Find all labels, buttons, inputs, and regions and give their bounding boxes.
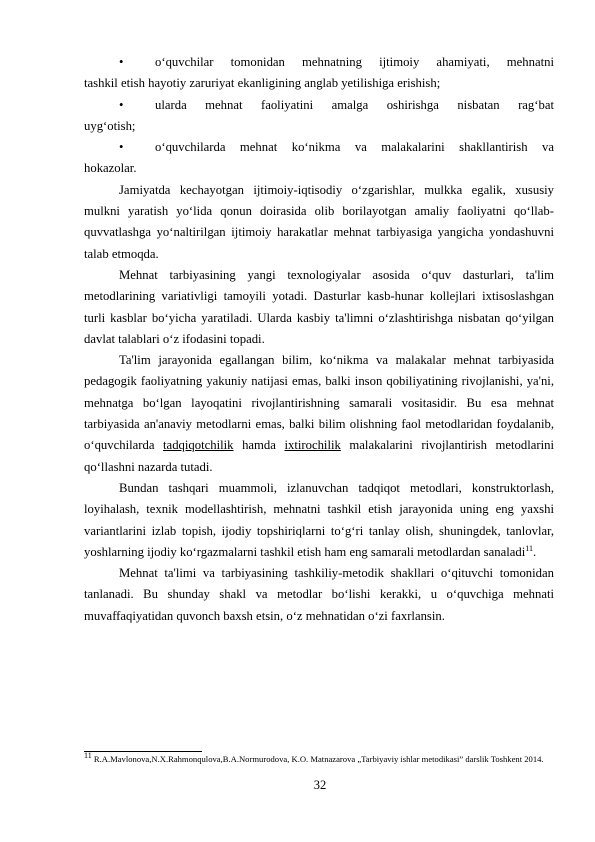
paragraph-text: Bundan tashqari muammoli, izlanuvchan tadqiqot metodlari, konstruktorlash, loyihalash, texnik modellashtirish, mehnatni tashkil etish jarayonida uning eng yaxshi variantlarini izlab topish, ijodiy topshiriqlarni to‘g‘ri tanlay olish, shuningdek, tanlovlar, yoshlarning ijodiy ko‘rgazmalarni tashkil etish ham eng samarali metodlardan sanaladi: [84, 480, 554, 559]
list-item: [84, 95, 554, 138]
paragraph-text: Ta'lim jarayonida egallangan bilim, ko‘nikma va malakalar mehnat tarbiyasida pedagogik faoliyatning yakuniy natijasi emas, balki inson qobiliyatining rivojlanishi, ya'ni, mehnatga bo‘lgan layoqatini rivojlantirishning samarali vositasidir. Bu esa mehnat tarbiyasida an'anaviy metodlarni emas, balki bilim olishning faol metodlaridan foydalanib, o‘quvchilarda: [84, 353, 554, 453]
body-text: [84, 52, 554, 627]
page-number: 32: [313, 778, 327, 792]
list-item: [84, 52, 554, 95]
footnote-text: R.A.Mavlonova,N.X.Rahmonqulova,B.A.Normurodova, K.O. Matnazarova „Tarbiyaviy ishlar metodikasi” darslik Toshkent 2014.: [91, 754, 544, 764]
footnote-divider: [84, 751, 202, 752]
paragraph-text: malakalarini rivojlantirish metodlarini qo‘llashni nazarda tutadi.: [84, 438, 554, 474]
paragraph-text: .: [532, 544, 537, 559]
footnote: [84, 751, 554, 765]
list-item-first-line: o‘quvchilarda mehnat ko‘nikma va malakalarini shakllantirish va: [155, 140, 554, 155]
paragraph-text: hamda: [233, 438, 285, 453]
paragraph: [84, 478, 554, 563]
underlined-term: tadqiqotchilik: [163, 438, 234, 453]
paragraph: Jamiyatda kechayotgan ijtimoiy-iqtisodiy o‘zgarishlar, mulkka egalik, xususiy mulkni yaratish yo‘lida qonun doirasida olib borilayotgan amaliy faoliyatni qo‘llab-quvvatlashga yo‘naltirilgan ijtimoiy harakatlar mehnat tarbiyasiga yangicha yondashuvni talab etmoqda.: [84, 182, 554, 261]
list-item-continuation: hokazolar.: [84, 161, 137, 176]
underlined-term: ixtirochilik: [284, 438, 341, 453]
list-item: [84, 137, 554, 180]
paragraph: Mehnat ta'limi va tarbiyasining tashkiliy-metodik shakllari o‘qituvchi tomonidan tanlanadi. Bu shunday shakl va metodlar bo‘lishi kerakki, u o‘quvchiga mehnati muvaffaqiyatidan quvonch baxsh etsin, o‘z mehnatidan o‘zi faxrlansin.: [84, 566, 554, 623]
footnote-mark: 11: [84, 751, 92, 761]
paragraph: Mehnat tarbiyasining yangi texnologiyalar asosida o‘quv dasturlari, ta'lim metodlarining variativligi tamoyili yotadi. Dasturlar kasb-hunar kollejlari ixtisoslashgan turli kasblar bo‘yicha yaratiladi. Ularda kasbiy ta'limni o‘zlashtirishga nisbatan qo‘yilgan davlat talablari o‘z ifodasini topadi.: [84, 267, 554, 346]
list-item-continuation: uyg‘otish;: [84, 118, 136, 133]
list-item-continuation: tashkil etish hayotiy zaruriyat ekanligining anglab yetilishiga erishish;: [84, 76, 441, 91]
bullet-icon: •: [119, 55, 124, 69]
list-item-first-line: o‘quvchilar tomonidan mehnatning ijtimoiy ahamiyati, mehnatni: [155, 55, 554, 69]
bullet-icon: •: [119, 140, 124, 155]
footnote-reference: 11: [525, 543, 533, 553]
bullet-icon: •: [119, 97, 124, 112]
list-item-first-line: ularda mehnat faoliyatini amalga oshirishga nisbatan rag‘bat: [155, 97, 554, 112]
paragraph: [84, 350, 554, 478]
